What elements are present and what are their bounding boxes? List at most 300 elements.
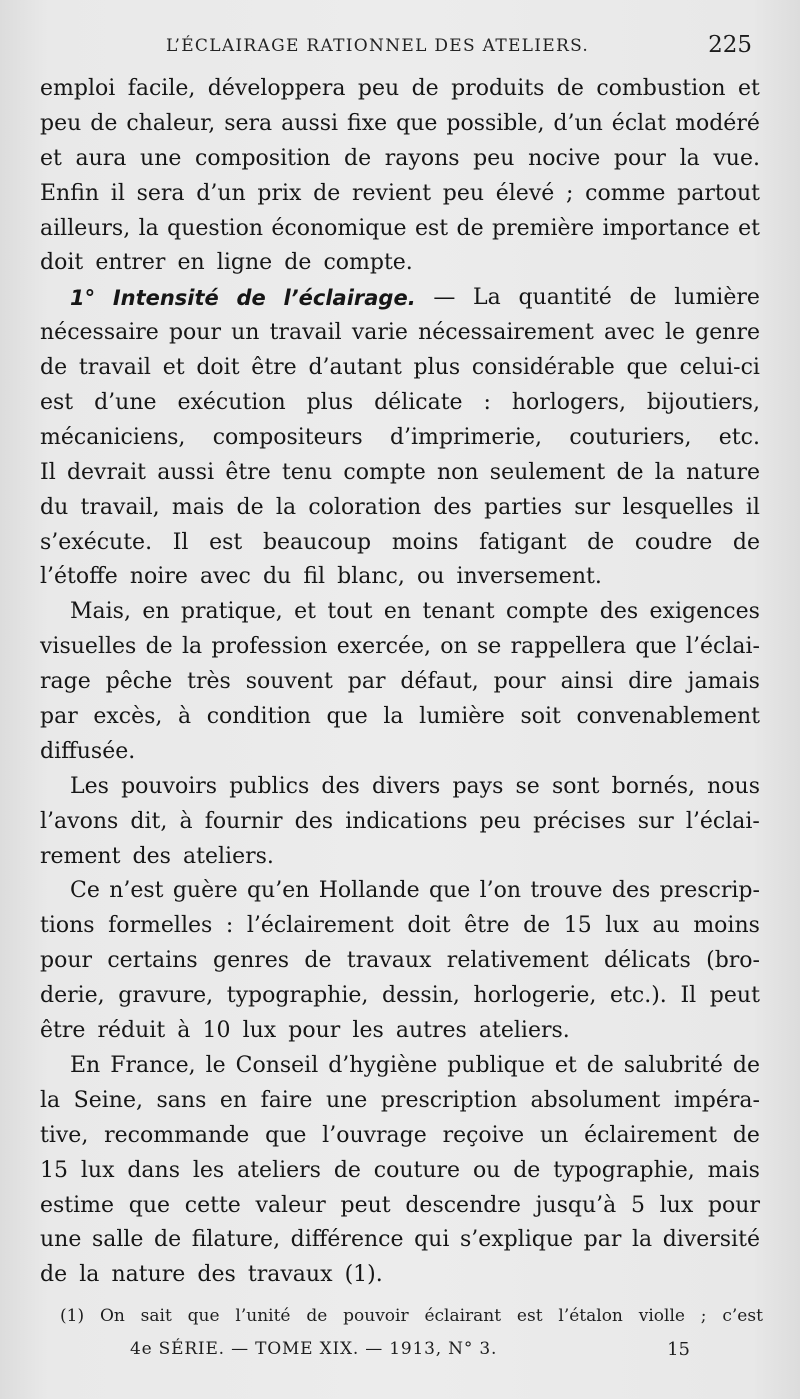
word: typographie, bbox=[226, 983, 369, 1009]
word: rage bbox=[40, 669, 91, 695]
word: de bbox=[732, 529, 760, 555]
word: d’imprimerie, bbox=[389, 424, 542, 450]
word: ailleurs, bbox=[40, 215, 131, 241]
word: coloration bbox=[308, 494, 422, 520]
word: : bbox=[225, 913, 234, 939]
word: travail bbox=[78, 355, 151, 381]
word: lesquelles bbox=[622, 494, 734, 520]
word: derie, bbox=[40, 983, 105, 1009]
word: des bbox=[599, 599, 639, 625]
word: Il bbox=[680, 983, 697, 1009]
word: 1° bbox=[70, 286, 96, 311]
word: peu bbox=[479, 808, 521, 834]
word: cette bbox=[184, 1192, 241, 1218]
word: avec bbox=[603, 320, 655, 346]
word: et bbox=[554, 1052, 577, 1078]
word: que bbox=[428, 878, 471, 904]
word: peu bbox=[357, 76, 400, 101]
footnote-word: que bbox=[187, 1306, 220, 1326]
word: des bbox=[611, 878, 651, 904]
sheet-number: 15 bbox=[667, 1339, 690, 1360]
word: formelles bbox=[108, 913, 213, 939]
word: (1). bbox=[344, 1262, 383, 1288]
word: aussi bbox=[157, 459, 215, 485]
word: la bbox=[275, 494, 297, 520]
word: et bbox=[40, 145, 62, 171]
word: la bbox=[138, 215, 159, 241]
word: élevé bbox=[495, 180, 555, 206]
word: lux bbox=[242, 1018, 277, 1044]
word: tive, bbox=[40, 1122, 89, 1148]
word: modéré bbox=[675, 110, 760, 136]
word: et bbox=[162, 355, 185, 381]
word: de bbox=[411, 76, 439, 101]
word: peu bbox=[473, 145, 515, 171]
text-line bbox=[40, 1189, 760, 1224]
word: il bbox=[745, 494, 760, 520]
word: des bbox=[132, 843, 171, 869]
text-line bbox=[40, 1119, 760, 1154]
text-line bbox=[40, 1154, 760, 1189]
word: de bbox=[587, 529, 615, 555]
footnote-word: (1) bbox=[60, 1306, 85, 1326]
word: se bbox=[476, 634, 502, 660]
word: en bbox=[383, 599, 412, 625]
text-line bbox=[40, 351, 760, 386]
word: parties bbox=[484, 494, 562, 520]
word: trouve bbox=[530, 878, 603, 904]
word: prix bbox=[257, 180, 302, 206]
word: ou bbox=[416, 564, 445, 590]
word: compte. bbox=[323, 250, 413, 276]
running-head: L’ÉCLAIRAGE RATIONNEL DES ATELIERS. bbox=[166, 36, 590, 56]
word: divers bbox=[371, 773, 441, 799]
text-line bbox=[40, 142, 760, 177]
word: diffusée. bbox=[40, 738, 136, 764]
word: : bbox=[483, 390, 491, 416]
word: en bbox=[177, 250, 205, 276]
word: peu bbox=[40, 110, 82, 136]
word: la bbox=[631, 1227, 653, 1253]
text-line bbox=[40, 526, 760, 561]
word: exigences bbox=[649, 599, 760, 625]
word: développera bbox=[207, 76, 346, 101]
word: délicate bbox=[374, 390, 463, 416]
word: emploi bbox=[40, 76, 116, 101]
word: chaleur, bbox=[126, 110, 216, 136]
word: être bbox=[251, 355, 297, 381]
text-line bbox=[40, 595, 760, 630]
word: pour bbox=[168, 320, 221, 346]
text-line bbox=[40, 1258, 760, 1293]
word: d’un bbox=[196, 180, 246, 206]
word: est bbox=[40, 390, 74, 416]
word: d’hygiène bbox=[328, 1052, 438, 1078]
word: France, bbox=[110, 1052, 196, 1078]
word: de bbox=[616, 459, 644, 485]
word: question bbox=[167, 215, 264, 241]
word: jusqu’à bbox=[535, 1192, 617, 1218]
word: d’autant bbox=[308, 355, 402, 381]
word: ; bbox=[566, 180, 574, 206]
word: de bbox=[313, 180, 341, 206]
word: partout bbox=[677, 180, 760, 206]
text-line bbox=[40, 421, 760, 456]
word: facile, bbox=[127, 76, 196, 101]
word: des bbox=[294, 808, 334, 834]
word: de bbox=[732, 1052, 760, 1078]
word: couture bbox=[373, 1157, 461, 1183]
word: de bbox=[344, 145, 372, 171]
text-line bbox=[40, 456, 760, 491]
word: l’avons bbox=[40, 808, 119, 834]
word: rappellera bbox=[510, 634, 627, 660]
word: d’une bbox=[94, 390, 157, 416]
word: Hollande bbox=[318, 878, 420, 904]
word: celui-ci bbox=[679, 355, 760, 381]
word: éclairement bbox=[584, 1122, 718, 1148]
word: et bbox=[738, 76, 760, 101]
word: la bbox=[383, 704, 404, 730]
word: pour bbox=[40, 948, 93, 974]
word: publics bbox=[229, 773, 310, 799]
word: réduit bbox=[97, 1018, 166, 1044]
word: Seine, bbox=[73, 1087, 143, 1113]
word: une bbox=[40, 1227, 82, 1253]
footnote bbox=[60, 1306, 763, 1326]
word: de bbox=[40, 1262, 68, 1288]
word: guère bbox=[172, 878, 238, 904]
word: comme bbox=[585, 180, 666, 206]
word: dire bbox=[628, 669, 673, 695]
word: l’ouvrage bbox=[322, 1122, 427, 1148]
word: être bbox=[464, 913, 510, 939]
word: Il bbox=[40, 459, 56, 485]
word: de bbox=[304, 948, 332, 974]
word: que bbox=[265, 1122, 307, 1148]
word: fil bbox=[303, 564, 326, 590]
word: de bbox=[523, 913, 551, 939]
word: de bbox=[586, 1052, 614, 1078]
word: lux bbox=[80, 1157, 115, 1183]
word: sont bbox=[551, 773, 600, 799]
word: gravure, bbox=[118, 983, 214, 1009]
word: beaucoup bbox=[262, 529, 372, 555]
word: des bbox=[197, 1262, 236, 1288]
word: doit bbox=[40, 250, 84, 276]
word: pays bbox=[452, 773, 504, 799]
footnote-word: sait bbox=[140, 1306, 172, 1326]
word: fixe bbox=[347, 110, 388, 136]
word: de bbox=[556, 76, 584, 101]
word: compositeurs bbox=[212, 424, 363, 450]
word: importance bbox=[602, 215, 730, 241]
word: produits bbox=[451, 76, 545, 101]
word: du bbox=[262, 564, 292, 590]
word: horlogerie, bbox=[473, 983, 597, 1009]
word: dessin, bbox=[382, 983, 460, 1009]
word: à bbox=[178, 704, 192, 730]
word: lux bbox=[605, 913, 639, 939]
word: inversement. bbox=[456, 564, 602, 590]
text-line bbox=[40, 840, 760, 875]
word: première bbox=[492, 215, 595, 241]
footnote-word: ; bbox=[700, 1306, 707, 1326]
word: blanc, bbox=[337, 564, 405, 590]
word: ateliers. bbox=[478, 1018, 570, 1044]
word: éclat bbox=[611, 110, 667, 136]
word: nocive bbox=[528, 145, 601, 171]
word: varie bbox=[351, 320, 408, 346]
word: que bbox=[128, 1192, 171, 1218]
word: devrait bbox=[66, 459, 146, 485]
word: travail, bbox=[80, 494, 160, 520]
word: que bbox=[396, 110, 438, 136]
word: exercée, bbox=[336, 634, 432, 660]
word: sera bbox=[224, 110, 273, 136]
word: n’est bbox=[109, 878, 164, 904]
text-line bbox=[40, 735, 760, 770]
footnote-word: est bbox=[516, 1306, 543, 1326]
word: rayons bbox=[384, 145, 460, 171]
text-line bbox=[40, 909, 760, 944]
word: en bbox=[142, 599, 170, 625]
word: mais bbox=[171, 494, 225, 520]
footnote-word: l’unité bbox=[235, 1306, 291, 1326]
word: s’explique bbox=[459, 1227, 574, 1253]
word: indications bbox=[345, 808, 468, 834]
word: lumière bbox=[419, 704, 505, 730]
word: de bbox=[145, 634, 173, 660]
word: très bbox=[187, 669, 231, 695]
word: travaux bbox=[346, 948, 432, 974]
word: une bbox=[140, 145, 182, 171]
word: soit bbox=[520, 704, 561, 730]
word: relativement bbox=[446, 948, 589, 974]
word: l’éclai- bbox=[685, 808, 760, 834]
word: etc. bbox=[718, 424, 760, 450]
text-line bbox=[40, 246, 760, 281]
word: absolument bbox=[530, 1087, 661, 1113]
word: pêche bbox=[105, 669, 173, 695]
page-header bbox=[40, 34, 760, 66]
word: être bbox=[40, 1018, 86, 1044]
word: une bbox=[325, 1087, 368, 1113]
word: condition bbox=[206, 704, 311, 730]
word: pratique, bbox=[180, 599, 283, 625]
word: visuelles bbox=[40, 634, 137, 660]
word: nécessairement bbox=[418, 320, 594, 346]
word: mécaniciens, bbox=[40, 424, 186, 450]
word: estime bbox=[40, 1192, 115, 1218]
word: ligne bbox=[216, 250, 273, 276]
word: l’éclairage. bbox=[283, 286, 416, 311]
word: il bbox=[110, 180, 125, 206]
word: défaut, bbox=[400, 669, 479, 695]
word: bornés, bbox=[611, 773, 695, 799]
footnote-word: c’est bbox=[722, 1306, 763, 1326]
text-line bbox=[40, 386, 760, 421]
word: un bbox=[231, 320, 260, 346]
word: est bbox=[209, 529, 243, 555]
word: en bbox=[219, 1087, 248, 1113]
word: de bbox=[629, 285, 657, 311]
word: typographie, bbox=[553, 1157, 695, 1183]
word: peut bbox=[340, 1192, 391, 1218]
word: un bbox=[539, 1122, 569, 1148]
word: salubrité bbox=[623, 1052, 723, 1078]
word: l’éclai- bbox=[685, 634, 760, 660]
word: le bbox=[205, 1052, 226, 1078]
text-line bbox=[40, 491, 760, 526]
word: En bbox=[70, 1052, 101, 1078]
text-line bbox=[40, 1049, 760, 1084]
text-line bbox=[40, 560, 760, 595]
word: horlogers, bbox=[511, 390, 626, 416]
word: 10 bbox=[202, 1018, 231, 1044]
word: quantité bbox=[518, 285, 612, 311]
word: composition bbox=[195, 145, 331, 171]
word: de bbox=[284, 250, 312, 276]
word: avec bbox=[199, 564, 251, 590]
word: mais bbox=[707, 1157, 760, 1183]
word: la bbox=[679, 145, 700, 171]
word: genres bbox=[212, 948, 290, 974]
word: de bbox=[154, 1227, 182, 1253]
word: bijoutiers, bbox=[646, 390, 760, 416]
word: de bbox=[333, 1157, 361, 1183]
text-line bbox=[40, 979, 760, 1014]
word: être bbox=[225, 459, 271, 485]
footnote-word: violle bbox=[638, 1306, 685, 1326]
word: etc.). bbox=[610, 983, 667, 1009]
word: pouvoirs bbox=[121, 773, 218, 799]
word: aura bbox=[75, 145, 127, 171]
word: plus bbox=[306, 390, 354, 416]
word: de bbox=[90, 110, 118, 136]
text-line bbox=[40, 1014, 760, 1049]
word: de bbox=[732, 1122, 760, 1148]
word: lumière bbox=[674, 285, 760, 311]
word: de bbox=[236, 494, 264, 520]
word: sans bbox=[156, 1087, 207, 1113]
word: et bbox=[294, 599, 317, 625]
word: économique bbox=[271, 215, 407, 241]
text-line bbox=[40, 770, 760, 805]
footnote-word: On bbox=[99, 1306, 125, 1326]
word: délicats bbox=[604, 948, 691, 974]
word: profession bbox=[211, 634, 328, 660]
word: nature bbox=[111, 1262, 186, 1288]
word: qui bbox=[414, 1227, 450, 1253]
word: se bbox=[515, 773, 540, 799]
word: salle bbox=[91, 1227, 144, 1253]
word: que bbox=[326, 704, 368, 730]
word: les bbox=[352, 1018, 384, 1044]
word: convenablement bbox=[576, 704, 760, 730]
word: ou bbox=[472, 1157, 501, 1183]
footnote-word: l’étalon bbox=[558, 1306, 623, 1326]
word: 5 bbox=[630, 1192, 645, 1218]
word: la bbox=[654, 459, 675, 485]
word: sur bbox=[637, 808, 674, 834]
word: dit, bbox=[130, 808, 168, 834]
text-line bbox=[40, 1084, 760, 1119]
word: ateliers. bbox=[183, 843, 274, 869]
word: pour bbox=[613, 145, 666, 171]
word: publique bbox=[447, 1052, 545, 1078]
word: des bbox=[321, 773, 360, 799]
word: entrer bbox=[95, 250, 166, 276]
word: que bbox=[626, 355, 668, 381]
word: doit bbox=[196, 355, 240, 381]
text-line bbox=[40, 805, 760, 840]
word: est bbox=[414, 215, 449, 241]
word: les bbox=[192, 1157, 225, 1183]
word: de bbox=[456, 215, 484, 241]
word: travail bbox=[269, 320, 342, 346]
word: prescrip- bbox=[659, 878, 760, 904]
word: nous bbox=[707, 773, 760, 799]
word: — bbox=[433, 285, 456, 311]
word: par bbox=[347, 669, 386, 695]
word: Intensité bbox=[112, 286, 219, 311]
series-info: 4e SÉRIE. — TOME XIX. — 1913, N° 3. bbox=[130, 1339, 498, 1359]
text-line bbox=[40, 281, 760, 316]
word: par bbox=[583, 1227, 622, 1253]
word: combustion bbox=[596, 76, 726, 101]
footnote-word: éclairant bbox=[424, 1306, 502, 1326]
word: vue. bbox=[713, 145, 760, 171]
word: exécution bbox=[177, 390, 286, 416]
word: prescription bbox=[380, 1087, 518, 1113]
word: aussi bbox=[281, 110, 339, 136]
word: à bbox=[179, 808, 193, 834]
word: de bbox=[236, 286, 266, 311]
word: seulement bbox=[489, 459, 606, 485]
word: certains bbox=[107, 948, 198, 974]
word: d’un bbox=[553, 110, 603, 136]
text-line bbox=[40, 630, 760, 665]
word: descendre bbox=[405, 1192, 521, 1218]
word: noire bbox=[129, 564, 188, 590]
word: coudre bbox=[634, 529, 713, 555]
word: pour bbox=[493, 669, 546, 695]
word: sera bbox=[136, 180, 185, 206]
word: la bbox=[79, 1262, 100, 1288]
word: ainsi bbox=[560, 669, 614, 695]
word: par bbox=[40, 704, 78, 730]
word: peu bbox=[442, 180, 485, 206]
word: de bbox=[40, 355, 68, 381]
text-line bbox=[40, 212, 760, 247]
body-text bbox=[40, 72, 760, 1293]
word: reçoive bbox=[442, 1122, 525, 1148]
word: recommande bbox=[104, 1122, 250, 1148]
word: plus bbox=[413, 355, 461, 381]
word: faire bbox=[260, 1087, 313, 1113]
word: moins bbox=[391, 529, 459, 555]
text-line bbox=[40, 944, 760, 979]
word: qu’en bbox=[246, 878, 310, 904]
word: au bbox=[652, 913, 680, 939]
word: dans bbox=[127, 1157, 181, 1183]
word: le bbox=[664, 320, 686, 346]
word: fatigant bbox=[479, 529, 567, 555]
word: excès, bbox=[93, 704, 163, 730]
word: s’exécute. bbox=[40, 529, 153, 555]
word: pour bbox=[707, 1192, 760, 1218]
